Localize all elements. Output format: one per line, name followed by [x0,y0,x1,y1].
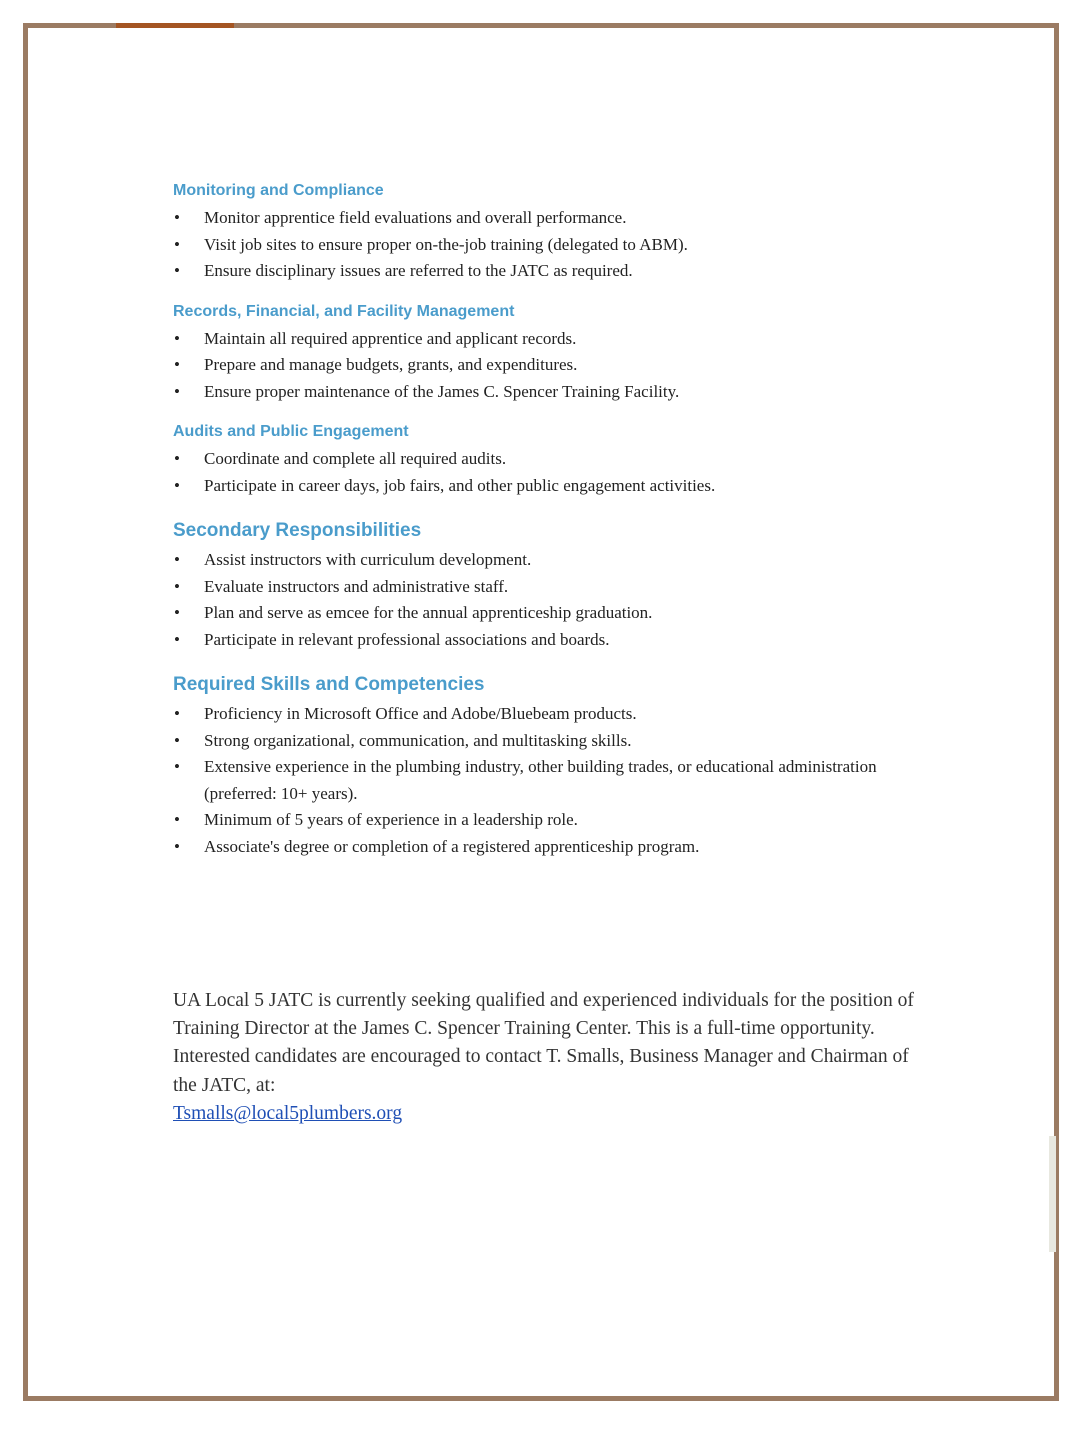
list-item-text: Associate's degree or completion of a registered apprenticeship program. [204,836,700,856]
job-description-body [173,180,923,876]
list-item-text: Visit job sites to ensure proper on-the-job training (delegated to ABM). [204,234,688,254]
list-item-text: Assist instructors with curriculum development. [204,550,532,569]
bullet-list [173,205,923,285]
bullet-icon: • [174,381,180,401]
list-item-text: Strong organizational, communication, and multitasking skills. [204,730,632,750]
closing-statement [173,987,933,1128]
bullet-icon: • [174,757,180,776]
bullet-icon: • [174,328,180,348]
list-item-text: Minimum of 5 years of experience in a leadership role. [204,810,578,829]
list-item-text: Ensure proper maintenance of the James C. Spencer Training Facility. [204,381,680,401]
bullet-icon: • [174,355,180,374]
list-item [173,728,923,755]
list-item-text: Monitor apprentice field evaluations and overall performance. [204,208,627,227]
bullet-icon: • [174,475,180,495]
list-item-text: Proficiency in Microsoft Office and Adobe/Bluebeam products. [204,704,637,723]
list-item [173,574,923,601]
list-item [173,754,923,807]
list-item [173,473,923,500]
list-item [173,834,923,861]
page-border-gap [1049,1136,1056,1252]
list-item [173,232,923,259]
list-item [173,701,923,728]
bullet-icon: • [174,704,180,723]
list-item-text: Participate in career days, job fairs, and other public engagement activities. [204,475,716,495]
contact-instructions: Interested candidates are encouraged to contact T. Smalls, Business Manager and Chairman of the JATC, at: [173,1046,909,1096]
list-item [173,627,923,654]
page-border-accent [116,23,234,28]
email-line [173,1100,933,1128]
section-audits-public-engagement [173,421,923,499]
list-item-text: Prepare and manage budgets, grants, and expenditures. [204,355,578,374]
list-item [173,379,923,406]
list-item [173,547,923,574]
bullet-list [173,326,923,406]
position-announcement: UA Local 5 JATC is currently seeking qualified and experienced individuals for the position of Training Director at the James C. Spencer Training Center. This is a full-time opportunity. [173,990,914,1040]
section-heading: Secondary Responsibilities [173,520,422,541]
list-item-text: Evaluate instructors and administrative staff. [204,576,509,596]
bullet-icon: • [174,261,180,280]
list-item [173,205,923,232]
bullet-icon: • [174,730,180,750]
contact-email-link[interactable]: Tsmalls@local5plumbers.org [173,1102,403,1124]
list-item-text: Participate in relevant professional associations and boards. [204,629,610,649]
list-item [173,446,923,473]
list-item-text: Extensive experience in the plumbing industry, other building trades, or educational administration (preferred: 10+ years). [204,757,877,803]
bullet-list [173,446,923,499]
section-secondary-responsibilities [173,518,923,653]
bullet-list [173,701,923,860]
bullet-icon: • [174,449,180,468]
bullet-icon: • [174,550,180,569]
list-item [173,258,923,285]
list-item-text: Ensure disciplinary issues are referred to the JATC as required. [204,261,633,280]
section-required-skills [173,672,923,860]
list-item [173,326,923,353]
bullet-icon: • [174,234,180,254]
section-heading: Required Skills and Competencies [173,674,485,695]
bullet-list [173,547,923,653]
bullet-icon: • [174,208,180,227]
list-item [173,807,923,834]
list-item [173,600,923,627]
bullet-icon: • [174,810,180,829]
list-item-text: Plan and serve as emcee for the annual apprenticeship graduation. [204,603,653,622]
bullet-icon: • [174,603,180,622]
section-heading: Audits and Public Engagement [173,423,409,440]
list-item [173,352,923,379]
bullet-icon: • [174,629,180,649]
section-heading: Records, Financial, and Facility Management [173,302,515,320]
list-item-text: Coordinate and complete all required audits. [204,449,507,468]
section-heading: Monitoring and Compliance [173,182,384,199]
list-item-text: Maintain all required apprentice and applicant records. [204,328,577,348]
bullet-icon: • [174,836,180,856]
section-records-financial-facility [173,301,923,406]
section-monitoring-compliance [173,180,923,285]
bullet-icon: • [174,576,180,596]
